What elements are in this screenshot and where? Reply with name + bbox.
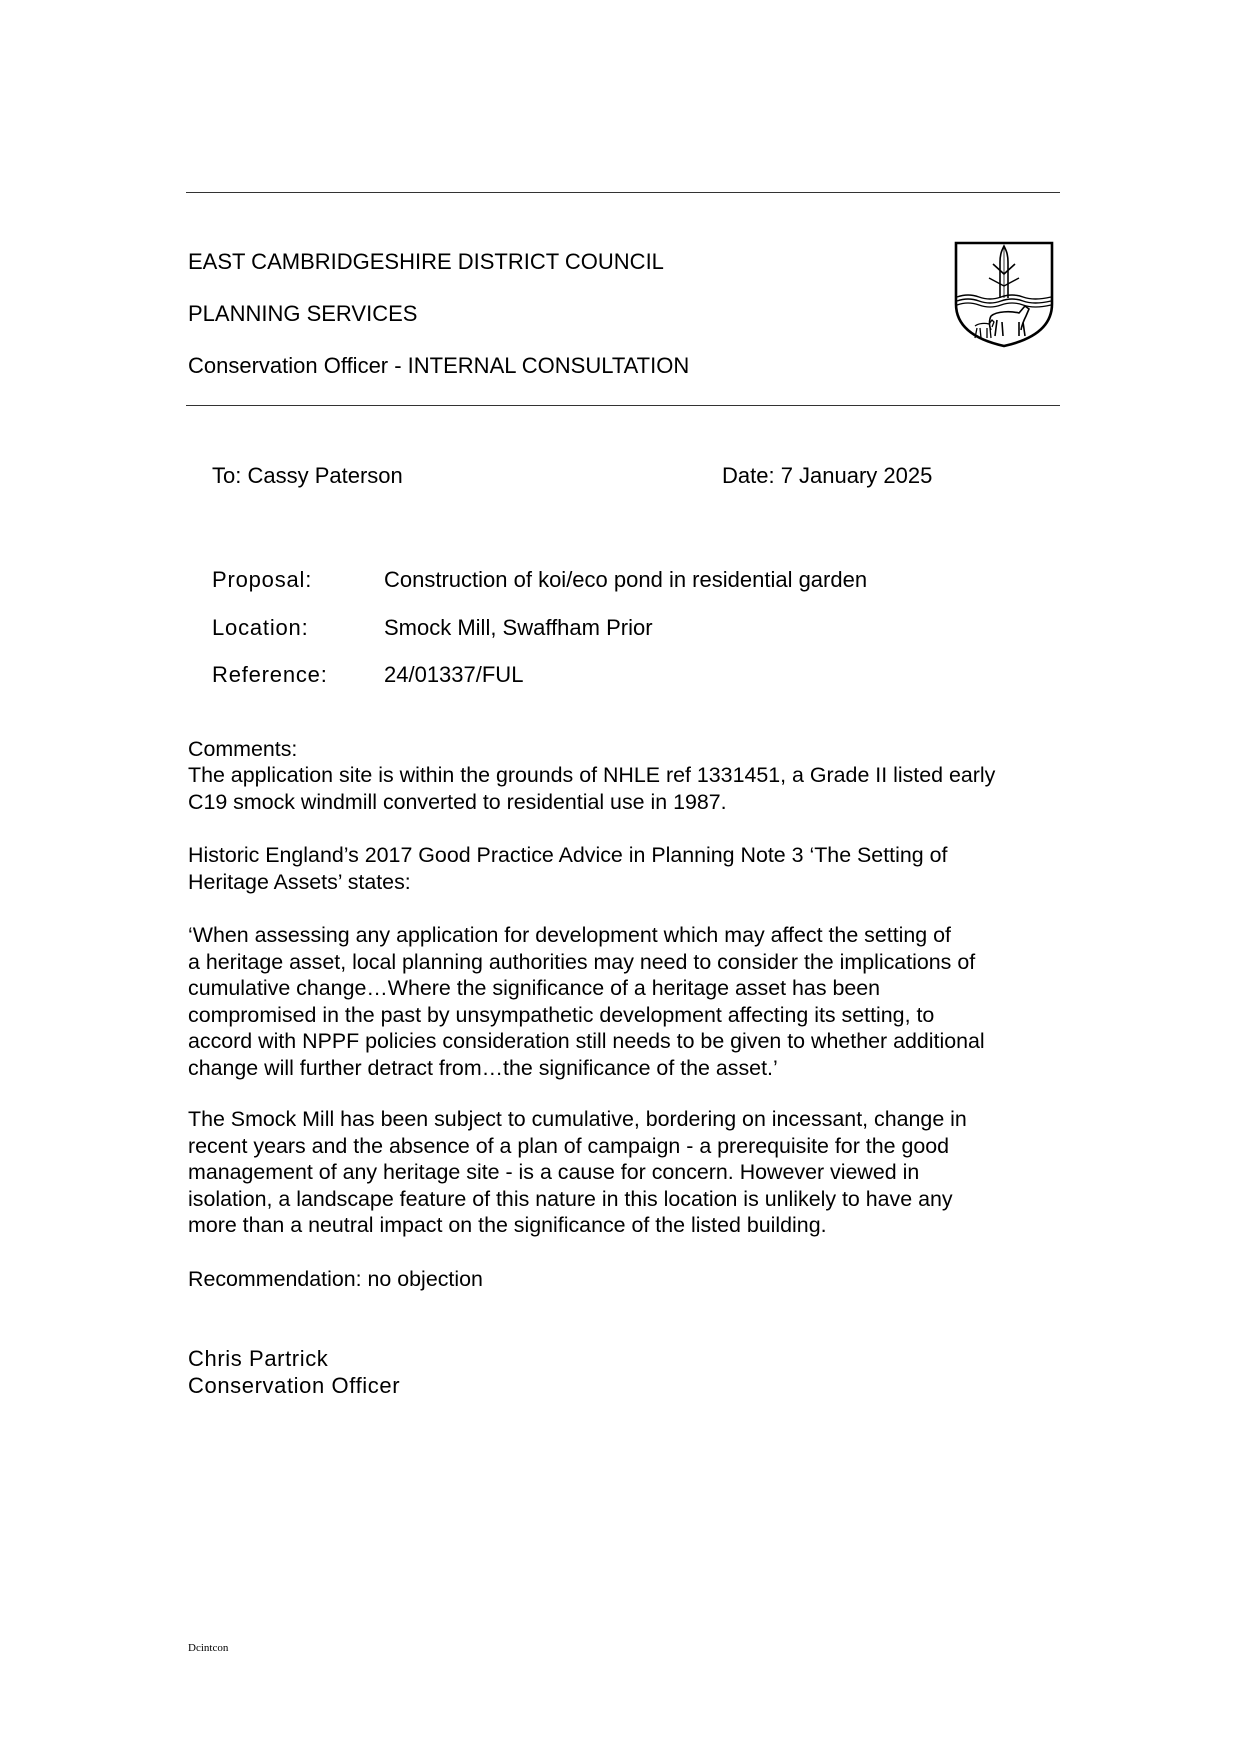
proposal-value: Construction of koi/eco pond in residential garden: [384, 567, 868, 592]
top-divider: [186, 192, 1060, 193]
signatory-name: Chris Partrick: [188, 1346, 329, 1371]
comments-heading: Comments:: [188, 737, 298, 761]
paragraph-line: The Smock Mill has been subject to cumulative, bordering on incessant, change in: [188, 1107, 967, 1131]
comments-paragraph-1: [188, 762, 995, 815]
department-name: PLANNING SERVICES: [188, 301, 418, 326]
memo-date: Date: 7 January 2025: [722, 463, 933, 488]
quote-line: ‘When assessing any application for development which may affect the setting of: [188, 923, 951, 947]
paragraph-line: management of any heritage site - is a cause for concern. However viewed in: [188, 1160, 920, 1184]
paragraph-line: isolation, a landscape feature of this nature in this location is unlikely to have any: [188, 1186, 953, 1211]
quote-line: cumulative change…Where the significance of a heritage asset has been: [188, 976, 881, 1000]
paragraph-line: Heritage Assets’ states:: [188, 869, 411, 894]
reference-label: Reference:: [212, 662, 328, 687]
location-value: Smock Mill, Swaffham Prior: [384, 615, 653, 640]
comments-paragraph-2: [188, 842, 947, 895]
paragraph-line: recent years and the absence of a plan of campaign - a prerequisite for the good: [188, 1133, 950, 1158]
proposal-label: Proposal:: [212, 567, 313, 592]
recipient: To: Cassy Paterson: [212, 463, 403, 488]
comments-paragraph-3: [188, 1106, 967, 1239]
historic-england-quote: [188, 922, 985, 1081]
location-label: Location:: [212, 615, 309, 640]
council-name: EAST CAMBRIDGESHIRE DISTRICT COUNCIL: [188, 249, 664, 274]
recommendation: Recommendation: no objection: [188, 1267, 483, 1291]
document-code: Dcintcon: [188, 1642, 229, 1654]
paragraph-line: C19 smock windmill converted to residential use in 1987.: [188, 789, 727, 814]
reference-value: 24/01337/FUL: [384, 662, 524, 687]
consultation-title: Conservation Officer - INTERNAL CONSULTATION: [188, 353, 690, 378]
paragraph-line: Historic England’s 2017 Good Practice Advice in Planning Note 3 ‘The Setting of: [188, 843, 948, 867]
quote-line: compromised in the past by unsympathetic development affecting its setting, to: [188, 1002, 935, 1027]
header-divider: [186, 405, 1060, 406]
quote-line: a heritage asset, local planning authorities may need to consider the implications of: [188, 949, 976, 974]
quote-line: accord with NPPF policies consideration still needs to be given to whether additional: [188, 1029, 985, 1053]
council-crest-logo: [953, 240, 1055, 348]
paragraph-line: The application site is within the grounds of NHLE ref 1331451, a Grade II listed early: [188, 763, 996, 787]
signatory-title: Conservation Officer: [188, 1373, 401, 1398]
paragraph-line: more than a neutral impact on the significance of the listed building.: [188, 1213, 827, 1237]
quote-line: change will further detract from…the significance of the asset.’: [188, 1055, 778, 1080]
